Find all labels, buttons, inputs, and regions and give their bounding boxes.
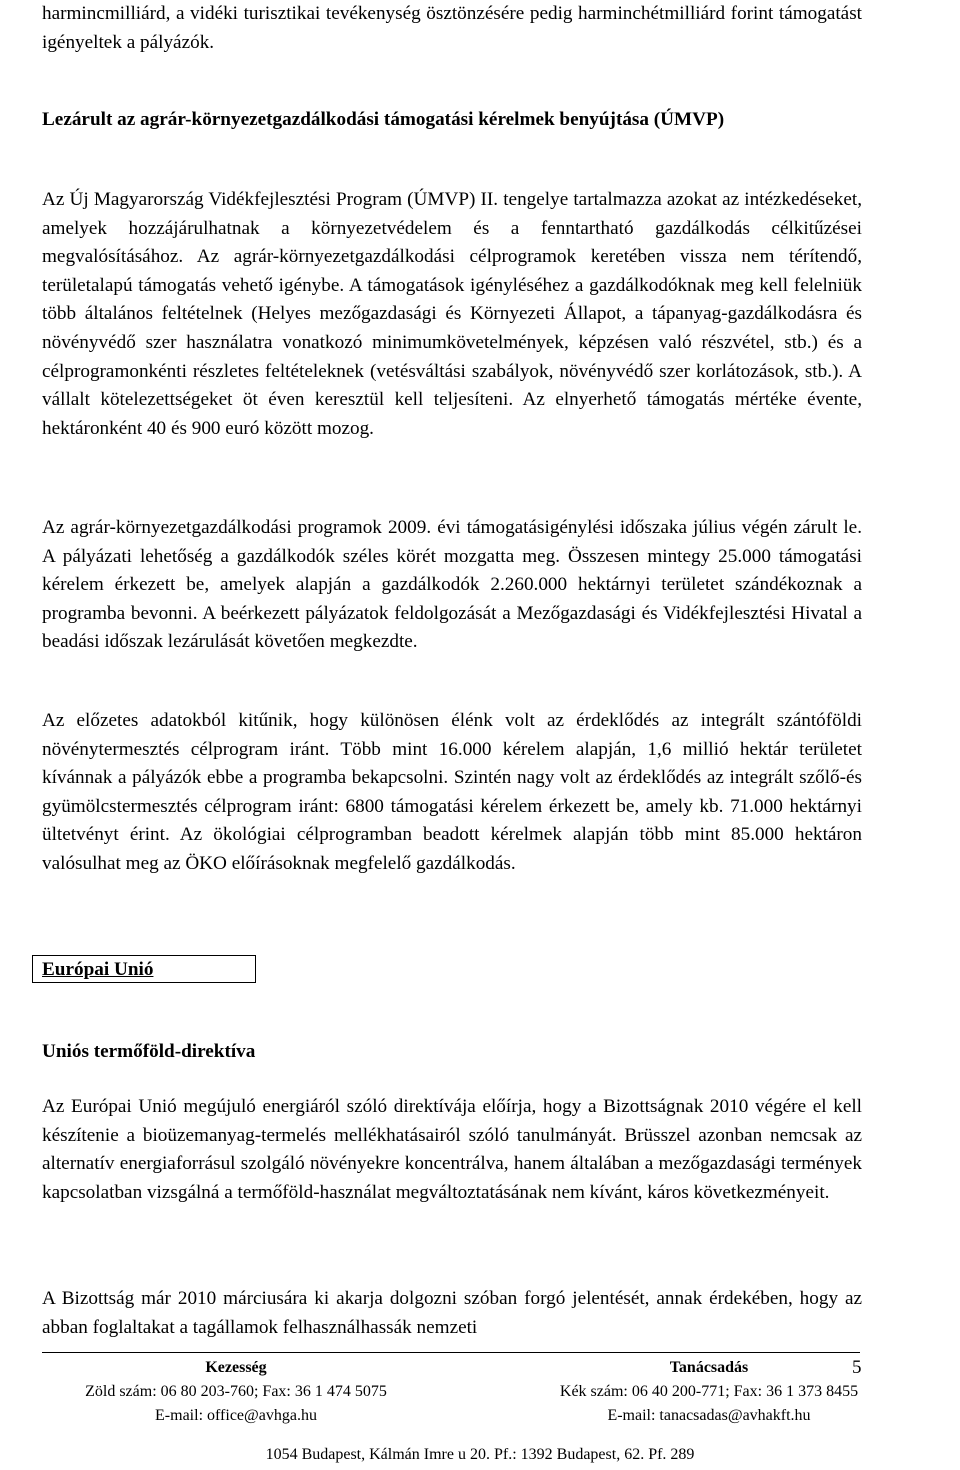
footer-left-phone: Zöld szám: 06 80 203-760; Fax: 36 1 474 5075 (85, 1383, 387, 1400)
paragraph-preliminary-data: Az előzetes adatokból kitűnik, hogy különösen élénk volt az érdeklődés az integrált szántóföldi növénytermesztés célprogram iránt. Több mint 16.000 kérelem alapján, 1,6 millió hektár területet kívánnak a pályázók ebbe a programba bekapcsolni. Szintén nagy volt az érdeklődés az integrált szőlő-és gyümölcstermesztés célprogram iránt: 6800 támogatási kérelem érkezett be, amely kb. 71.000 hektárnyi ültetvényt érint. Az ökológiai célprogramban beadott kérelmek alapján több mint 85.000 hektáron valósulhat meg az ÖKO előírásoknak megfelelő gazdálkodás. (42, 710, 862, 874)
heading-umvp: Lezárult az agrár-környezetgazdálkodási támogatási kérelmek benyújtása (ÚMVP) (42, 109, 725, 130)
section-box (32, 955, 256, 983)
footer-address: 1054 Budapest, Kálmán Imre u 20. Pf.: 1392 Budapest, 62. Pf. 289 (265, 1446, 695, 1463)
paragraph-application-period: Az agrár-környezetgazdálkodási programok 2009. évi támogatásigénylési időszaka július végén zárult le. A pályázati lehetőség a gazdálkodók széles körét mozgatta meg. Összesen mintegy 25.000 támogatási kérelem érkezett be, amelyek alapján a gazdálkodók 2.260.000 hektárnyi területet szándékoznak a programba bevonni. A beérkezett pályázatok feldolgozását a Mezőgazdasági és Vidékfejlesztési Hivatal a beadási időszak lezárulását követően megkezdte. (42, 517, 862, 653)
footer-divider (42, 1352, 860, 1353)
footer-right-phone: Kék szám: 06 40 200-771; Fax: 36 1 373 8455 (559, 1383, 859, 1400)
paragraph-umvp-intro: Az Új Magyarország Vidékfejlesztési Program (ÚMVP) II. tengelye tartalmazza azokat az intézkedéseket, amelyek hozzájárulhatnak a környezetvédelem és a fenntartható gazdálkodás célkitűzései megvalósításához. Az agrár-környezetgazdálkodási célprogramok keretében vissza nem térítendő, területalapú támogatás vehető igénybe. A támogatások igényléséhez a gazdálkodóknak meg kell felelniük több általános feltételnek (Helyes mezőgazdasági és Környezeti Állapot, a tápanyag-gazdálkodásra és növényvédő szer használatra vonatkozó minimumkövetelmények, képzésen való részvétel, stb.) és a célprogramonkénti részletes feltételeknek (vetésváltási szabályok, növényvédő szer korlátozások, stb.). A vállalt kötelezettségeket öt éven keresztül kell teljesíteni. Az elnyerhető támogatás mértéke évente, hektáronként 40 és 900 euró között mozog. (42, 189, 862, 439)
footer-left-email: E-mail: office@avhga.hu (155, 1407, 317, 1424)
footer-right-title: Tanácsadás (669, 1359, 749, 1376)
footer-right (518, 1356, 900, 1428)
paragraph-intro: harmincmilliárd, a vidéki turisztikai tevékenység ösztönzésére pedig harminchétmilliárd forint támogatást igényeltek a pályázók. (42, 3, 862, 53)
footer-left-title: Kezesség (205, 1359, 267, 1376)
footer-right-email: E-mail: tanacsadas@avhakft.hu (607, 1407, 811, 1424)
section-title: Európai Unió (42, 959, 154, 980)
paragraph-commission-report: A Bizottság már 2010 márciusára ki akarja dolgozni szóban forgó jelentését, annak érdekében, hogy az abban foglaltakat a tagállamok felhasználhassák nemzeti (42, 1288, 862, 1338)
page-number: 5 (852, 1357, 862, 1378)
footer-left (40, 1356, 432, 1428)
heading-land-directive: Uniós termőföld-direktíva (42, 1041, 256, 1062)
paragraph-eu-directive: Az Európai Unió megújuló energiáról szóló direktívája előírja, hogy a Bizottságnak 2010 végére el kell készítenie a bioüzemanyag-termelés mellékhatásairól szóló tanulmányát. Brüsszel azonban nemcsak az alternatív energiaforrásul szolgáló növényekre koncentrálva, hanem általában a mezőgazdasági termények kapcsolatban vizsgálná a termőföld-használat megváltoztatásának nem kívánt, káros következményeit. (42, 1096, 862, 1203)
